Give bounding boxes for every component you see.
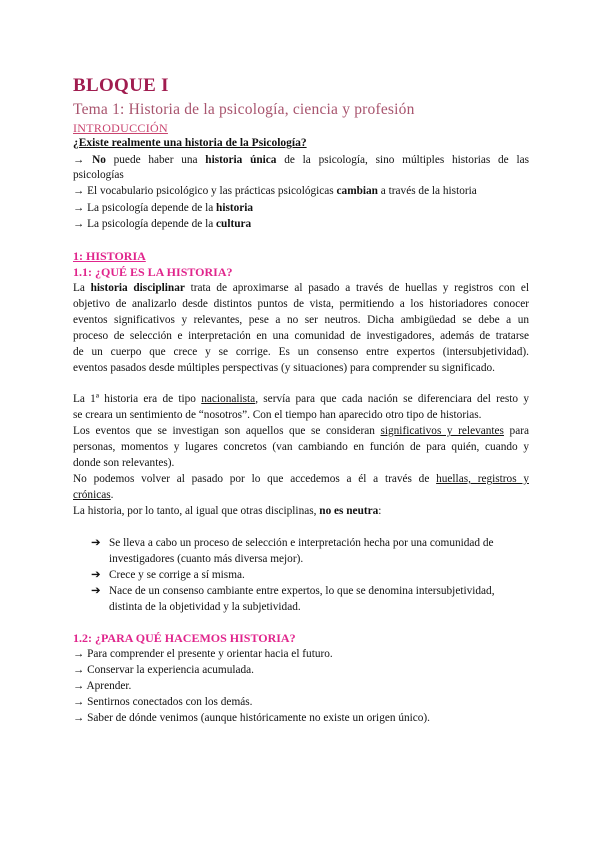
p2-line-7: crónicas. [73,489,114,501]
section1-sub: 1.1: ¿QUÉ ES LA HISTORIA? [73,265,233,279]
intro-line-1: → No puede haber una historia única de la psicología, sino múltiples historias de las [73,154,530,166]
bullet-3-line-2: distinta de la objetividad y la subjetividad. [109,601,301,613]
intro-line-3: → La psicología depende de la historia [73,202,254,214]
arrow-bullet-icon: ➔ [91,585,101,597]
s2-item-4: → Sentirnos conectados con los demás. [73,696,253,708]
p2-line-6: No podemos volver al pasado por lo que accedemos a él a través de huellas, registros y [73,473,529,485]
p2-line-4: personas, momentos y lugares concretos (van cambiando en función de para quién, cuando y [73,441,529,453]
s2-item-2: → Conservar la experiencia acumulada. [73,664,254,676]
p2-line-3: Los eventos que se investigan son aquellos que se consideran significativos y relevantes para [73,425,529,437]
bullet-2-line-1: Crece y se corrige a sí misma. [109,569,245,581]
p1-line-3: eventos significativos y relevantes, pese a no ser neutros. Dicha ambigüedad se debe a un [73,314,529,326]
s2-item-5: → Saber de dónde venimos (aunque históricamente no existe un origen único). [73,712,431,724]
p2-line-8: La historia, por lo tanto, al igual que otras disciplinas, no es neutra: [73,505,382,517]
p2-line-2: se creara un sentimiento de “nosotros”. Con el tiempo han aparecido otro tipo de historias. [73,409,482,421]
s2-item-1: → Para comprender el presente y orientar hacia el futuro. [73,648,333,660]
p1-line-4: proceso de selección e interpretación en una comunidad de investigadores, además de tratarse [73,330,529,342]
intro-line-4: → La psicología depende de la cultura [73,218,252,230]
p1-line-2: objetivo de analizarlo desde distintos puntos de vista, permitiendo a los historiadores conocer [73,298,529,310]
section1-title: 1: HISTORIA [73,249,146,263]
intro-question: ¿Existe realmente una historia de la Psicología? [73,137,307,149]
bullet-3-line-1: Nace de un consenso cambiante entre expertos, lo que se denomina intersubjetividad, [109,585,495,597]
bullet-1-line-1: Se lleva a cabo un proceso de selección e interpretación hecha por una comunidad de [109,537,494,549]
s2-item-3: → Aprender. [73,680,132,692]
p2-line-5: donde son relevantes). [73,457,175,469]
arrow-bullet-icon: ➔ [91,569,101,581]
intro-line-2: → El vocabulario psicológico y las prácticas psicológicas cambian a través de la historia [73,185,477,197]
topic-heading: Tema 1: Historia de la psicología, ciencia y profesión [73,101,415,118]
p1-line-6: eventos pasados desde múltiples perspectivas (y situaciones) para comprender su significado. [73,362,495,374]
p2-line-1: La 1ª historia era de tipo nacionalista, servía para que cada nación se diferenciara del resto y [73,393,530,405]
section2-title: 1.2: ¿PARA QUÉ HACEMOS HISTORIA? [73,631,296,645]
bullet-1-line-2: investigadores (cuanto más diversa mejor). [109,553,304,565]
intro-line-1-cont: psicologías [73,169,124,181]
arrow-bullet-icon: ➔ [91,537,101,549]
intro-label: INTRODUCCIÓN [73,121,168,135]
p1-line-1: La historia disciplinar trata de aproximarse al pasado a través de huellas y registros con el [73,282,529,294]
block-heading: BLOQUE I [73,75,169,96]
p1-line-5: de un cuerpo que crece y se corrige. Es un consenso entre expertos (intersubjetividad). [73,346,529,358]
